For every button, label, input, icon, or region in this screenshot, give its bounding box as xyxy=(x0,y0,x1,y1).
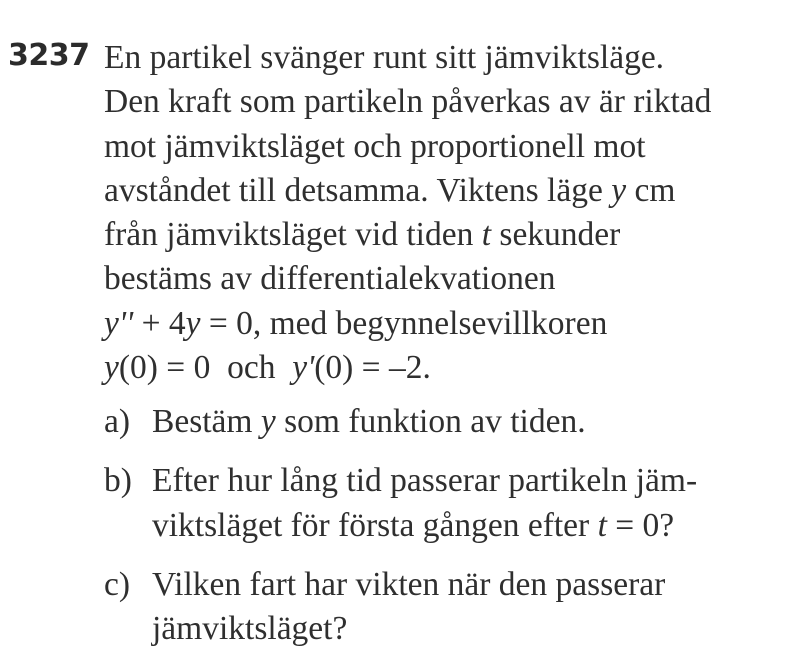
statement-line xyxy=(104,169,794,213)
sub-question-text: Efter hur lång tid passerar partikeln jäm- xyxy=(152,462,698,500)
sub-question-text: Vilken fart har vikten när den passerar xyxy=(152,565,666,603)
text: = 0? xyxy=(606,506,675,544)
sub-question-text xyxy=(152,400,794,444)
variable-y: y xyxy=(611,171,627,209)
variable-y: y xyxy=(260,403,276,440)
text: som funktion av tiden. xyxy=(275,403,586,440)
text: + 4 xyxy=(133,304,186,342)
statement-line: bestäms av differentialekvationen xyxy=(104,260,556,298)
text: avståndet till detsamma. Viktens läge xyxy=(104,171,612,209)
sub-questions xyxy=(104,400,794,666)
differential-equation xyxy=(104,302,794,346)
text: sekunder xyxy=(491,216,621,254)
variable-y-prime: y' xyxy=(292,349,315,387)
statement-line: mot jämviktsläget och proportionell mot xyxy=(104,127,646,165)
problem-statement xyxy=(104,36,794,390)
variable-y-double-prime: y'' xyxy=(104,304,134,342)
sub-question-text xyxy=(152,504,794,548)
text: cm xyxy=(626,171,676,209)
text: Bestäm xyxy=(152,403,261,440)
variable-t: t xyxy=(597,506,607,544)
sub-question-label: a) xyxy=(104,403,131,440)
sub-question-c xyxy=(104,563,794,652)
statement-line xyxy=(104,213,794,257)
text: = 0, med begynnelsevillkoren xyxy=(200,304,608,342)
sub-question-label: b) xyxy=(104,462,132,500)
sub-question-b xyxy=(104,459,794,548)
sub-question-label: c) xyxy=(104,565,131,603)
statement-line: En partikel svänger runt sitt jämviktsläge. xyxy=(104,39,665,76)
variable-y: y xyxy=(104,349,119,387)
text: (0) = 0 och xyxy=(118,349,293,387)
text: viktsläget för första gången efter xyxy=(152,506,598,544)
initial-conditions xyxy=(104,346,794,390)
text: (0) = –2. xyxy=(314,349,431,387)
statement-line: Den kraft som partikeln påverkas av är riktad xyxy=(104,83,712,121)
sub-question-a xyxy=(104,400,794,444)
text: från jämviktsläget vid tiden xyxy=(104,216,482,254)
sub-question-text: jämviktsläget? xyxy=(152,610,348,648)
variable-y: y xyxy=(185,304,201,342)
problem-number: 3237 xyxy=(8,38,90,73)
variable-t: t xyxy=(481,216,492,254)
